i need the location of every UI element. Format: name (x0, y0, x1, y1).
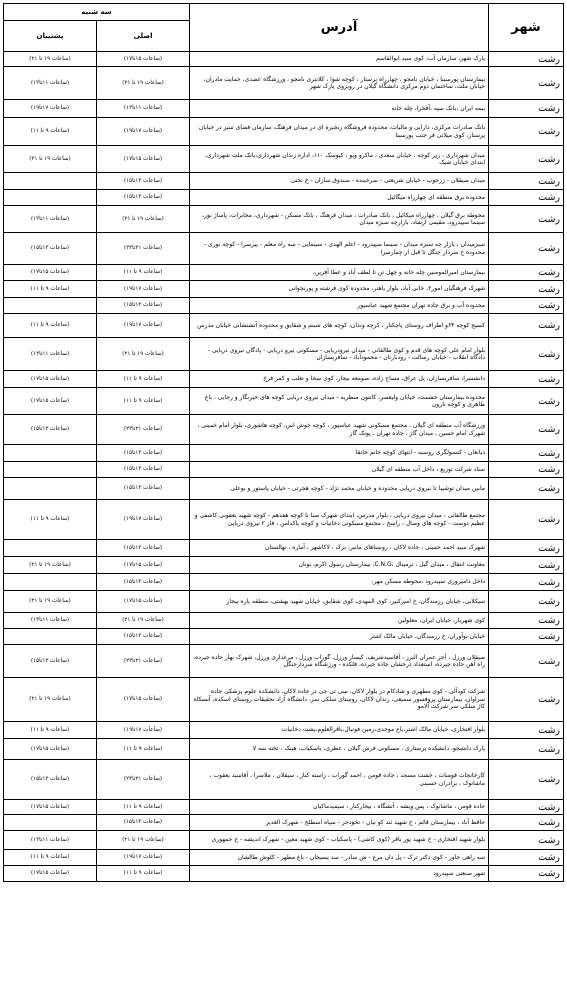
address-cell: بیمه ایران ،بانک سپه ،آفخرا، چله خانه (190, 100, 489, 118)
table-row (4, 815, 564, 831)
main-time-cell: (ساعات ۱۳تا۱۵) (97, 478, 190, 500)
table-row (4, 173, 564, 190)
city-cell: رشت (489, 233, 564, 265)
table-row (4, 613, 564, 629)
address-cell: جاده فومن ، ماشانوک ، پس ویشه ، آتشگاه ، بیجارکنار ، سیمیدماکیان (190, 800, 489, 815)
city-cell: رشت (489, 540, 564, 557)
main-time-cell: (ساعات ۱۷تا۱۹) (97, 281, 190, 298)
header-day: سه شنبه (4, 4, 190, 21)
address-cell: کارخانجات قومنات ، خشت مسجد ، جاده قومن ، احمد گوراب ، راسته کنار ، سیقلان ، ملاسرا ، آقاسید یعقوب ، ماشاتوک ، برادران حسینی (190, 760, 489, 800)
city-cell: رشت (489, 206, 564, 233)
outage-schedule-table (3, 3, 564, 882)
address-cell: حافظ آباد ، بیمارستان قائم ، خ شهید ثند کو نیان - تخودجر - سپاه اسطلخ - شهرک الغدیر (190, 815, 489, 831)
backup-time-cell: (ساعات ۱۵تا۱۷) (4, 739, 97, 760)
backup-time-cell: (ساعات ۱۳تا۱۵) (4, 645, 97, 678)
main-time-cell: (ساعات ۲۱تا۲۳) (97, 233, 190, 265)
table-row (4, 298, 564, 314)
backup-time-cell: (ساعات ۱۹ تا ۲۱) (4, 678, 97, 722)
table-row (4, 722, 564, 739)
table-row (4, 850, 564, 866)
main-time-cell: (ساعات ۹ تا ۱۱) (97, 371, 190, 388)
table-row (4, 314, 564, 338)
main-time-cell: (ساعات ۱۵تا۱۷) (97, 52, 190, 67)
city-cell: رشت (489, 118, 564, 146)
address-cell: مابین میدان توشیبا تا نیروی دریایی محدوده و خیابان محمد نژاد - کوچه هجرتی - خیابان پاستور و بوعلی (190, 478, 489, 500)
city-cell: رشت (489, 173, 564, 190)
address-cell: محدوده برق منطقه ای چهارراه میگائیل (190, 190, 489, 206)
table-row (4, 146, 564, 173)
main-time-cell: (ساعات ۹ تا ۱۱) (97, 800, 190, 815)
table-row (4, 557, 564, 574)
address-cell: پارک شهر، سازمان آب، کوی سید ابوالقاسم (190, 52, 489, 67)
city-cell: رشت (489, 629, 564, 645)
city-cell: رشت (489, 67, 564, 100)
address-cell: سیکلابی، خیابان رزمندگان، خ امیرکبیر، کوی المهدی، کوی شقایق، خیابان شهید بهشتی، منطقه پاره بیجار (190, 591, 489, 613)
main-time-cell: (ساعات ۲۱تا۲۳) (97, 645, 190, 678)
header-city: شهر (489, 4, 564, 52)
main-time-cell: (ساعات ۱۵تا۱۷) (97, 146, 190, 173)
backup-time-cell (4, 173, 97, 190)
address-cell: بلوار افتخاری، خیابان مالک اشتر،باغ موحدی،زمین فوتبال،باقرالعلوم،پشت دخانیات (190, 722, 489, 739)
table-row (4, 67, 564, 100)
main-time-cell: (ساعات ۱۵تا۱۷) (97, 591, 190, 613)
city-cell: رشت (489, 445, 564, 462)
backup-time-cell (4, 190, 97, 206)
outage-schedule-page (0, 3, 567, 1003)
address-cell: ورزشگاه آب منطقه ای گیلان ، مجتمع مسکونی شهید عباسپور ، کوچه خوش اس، کوچه هاشوری، بلوار امام خمینی ، شهرک امام حسین ، میدان گاز ، جاده تهران ، پونک گاز (190, 415, 489, 445)
main-time-cell: (ساعات ۱۳تا۱۵) (97, 815, 190, 831)
backup-time-cell: (ساعات ۱۹ تا ۲۱) (4, 591, 97, 613)
main-time-cell: (ساعات ۱۳تا۱۵) (97, 173, 190, 190)
city-cell: رشت (489, 100, 564, 118)
main-time-cell: (ساعات ۹ تا ۱۱) (97, 739, 190, 760)
city-cell: رشت (489, 281, 564, 298)
backup-time-cell: (ساعات ۱۱تا۱۳) (4, 206, 97, 233)
main-time-cell: (ساعات ۱۵تا۱۷) (97, 678, 190, 722)
address-cell: خیابان نوآوران، خ رزمندگان، خیابان مالک اشتر (190, 629, 489, 645)
main-time-cell: (ساعات ۱۱تا۱۳) (97, 100, 190, 118)
table-row (4, 415, 564, 445)
backup-time-cell (4, 815, 97, 831)
city-cell: رشت (489, 678, 564, 722)
main-time-cell: (ساعات ۹ تا ۱۱) (97, 388, 190, 415)
address-cell: شهرک سید احمد خمینی ، جاده لاکان ، روستاهای مانبر، برک ، لاکاشهر ، آماره ، نهالستان (190, 540, 489, 557)
table-row (4, 206, 564, 233)
backup-time-cell: (ساعات ۱۱تا۱۳) (4, 831, 97, 850)
table-row (4, 445, 564, 462)
main-time-cell: (ساعات ۹ تا ۱۱) (97, 866, 190, 882)
city-cell: رشت (489, 574, 564, 591)
main-time-cell: (ساعات ۱۷تا۱۹) (97, 500, 190, 540)
table-row (4, 500, 564, 540)
backup-time-cell: (ساعات ۱۹ تا ۲۱) (4, 557, 97, 574)
main-time-cell: (ساعات ۲۱تا۲۳) (97, 415, 190, 445)
city-cell: رشت (489, 371, 564, 388)
city-cell: رشت (489, 415, 564, 445)
backup-time-cell (4, 462, 97, 478)
backup-time-cell (4, 445, 97, 462)
main-time-cell: (ساعات ۱۳تا۱۵) (97, 445, 190, 462)
address-cell: سه راهی خاور - کوی دکتر ترک - پل دان مرغ - ش سادر - سد پسیخان - باغ مطهر - کلوش طالشان (190, 850, 489, 866)
city-cell: رشت (489, 265, 564, 281)
main-time-cell: (ساعات ۱۷تا۱۹) (97, 722, 190, 739)
main-time-cell: (ساعات ۱۳تا۱۵) (97, 540, 190, 557)
address-cell: صیقلان ورزل ، آجر عمران البرز ، آقاسیدشریف، کیسار ورزل، گوراب ورزل ، مرغداری ورزل، شهرک بهار جاده جیرده، راه آهن جاده جیرده، استعداد درخشان جاده جیرده، فلکده - ورزشگاه سردارجنگل (190, 645, 489, 678)
city-cell: رشت (489, 190, 564, 206)
backup-time-cell (4, 478, 97, 500)
table-row (4, 52, 564, 67)
table-row (4, 739, 564, 760)
main-time-cell: (ساعات ۱۷تا۱۹) (97, 850, 190, 866)
main-time-cell: (ساعات ۹ تا ۱۱) (97, 265, 190, 281)
address-cell: دانشسرا، سافربسازان، پل عراق، مساح زاده، صومعه بیجار، کوی سخا و تغلب و کمر فرخ (190, 371, 489, 388)
main-time-cell: (ساعات ۱۳تا۱۵) (97, 298, 190, 314)
address-cell: میدان صیقلان - زرجوب - خیابان شریعتی - سرخبنده - صندوق سازان - خ تختی (190, 173, 489, 190)
address-cell: ستاد شرکت توزیع ، داخل آب منطقه ای گیلان (190, 462, 489, 478)
backup-time-cell: (ساعات ۱۱تا۱۳) (4, 67, 97, 100)
main-time-cell: (ساعات ۱۷تا۱۹) (97, 314, 190, 338)
address-cell: شهرک فرهنگیان امور۲، خانی آباد، بلوار باهنر، محدوده کوی فرشته و پورنجوانی (190, 281, 489, 298)
backup-time-cell: (ساعات ۱۵تا۱۷) (4, 265, 97, 281)
backup-time-cell: (ساعات ۹ تا ۱۱) (4, 850, 97, 866)
header-main: اصلی (97, 21, 190, 52)
table-row (4, 371, 564, 388)
address-cell: مجتمع طالقانی ، میدان نیروی دریایی ، بلوار مدرس، ابتدای شهرک صبا تا کوچه هفدهم - کوچه شهید یعقوبی کاشفی و عظیم دوست - کوچه های وصال ، راسخ ، مجتمع مسکونی دخانیات و کوچه پاکدامن ، فاز ۲ نیروی دریایی (190, 500, 489, 540)
table-row (4, 462, 564, 478)
backup-time-cell: (ساعات ۹ تا ۱۱) (4, 500, 97, 540)
backup-time-cell: (ساعات ۱۵تا۱۷) (4, 388, 97, 415)
city-cell: رشت (489, 760, 564, 800)
table-row (4, 265, 564, 281)
table-row (4, 866, 564, 882)
address-cell: سبزمیدان ، بازار چه سبزه میدان - سینما سپیدرود - اعلم الهدی - سینمایی - سه راه معلم - پیرسرا - کوچه نوری - محدوده خ سردار جنگل تا قبل از چمارسرا (190, 233, 489, 265)
address-cell: بیمارستان پورسینا ، خیابان نامجو ، چهارراه پرستار ، کوچه شوا ، کلانتری نامجو ، ورزشگاه عضدی، حمایت مادران، خیابان ملت، ساختمان دوم مرکزی دانشگاه گیلان در روبروی پارک شهر (190, 67, 489, 100)
city-cell: رشت (489, 739, 564, 760)
backup-time-cell: (ساعات ۹ تا ۱۱) (4, 722, 97, 739)
table-row (4, 760, 564, 800)
backup-time-cell (4, 540, 97, 557)
main-time-cell: (ساعات ۱۳تا۱۵) (97, 190, 190, 206)
city-cell: رشت (489, 146, 564, 173)
city-cell: رشت (489, 557, 564, 574)
table-row (4, 118, 564, 146)
city-cell: رشت (489, 388, 564, 415)
table-row (4, 629, 564, 645)
backup-time-cell: (ساعات ۹ تا ۱۱) (4, 314, 97, 338)
backup-time-cell (4, 574, 97, 591)
city-cell: رشت (489, 314, 564, 338)
city-cell: رشت (489, 338, 564, 371)
backup-time-cell (4, 629, 97, 645)
backup-time-cell: (ساعات ۱۵تا۱۷) (4, 371, 97, 388)
table-row (4, 100, 564, 118)
backup-time-cell: (ساعات ۱۹ تا ۲۱) (4, 52, 97, 67)
table-row (4, 591, 564, 613)
header-backup: پشتیبان (4, 21, 97, 52)
city-cell: رشت (489, 500, 564, 540)
address-cell: بلوار شهید افتخاری - خ شهید پور باقر (کوی کاشی) - پاسکیاب - کوی شهید معین - شهرک اندیشه - خ جمهوری (190, 831, 489, 850)
table-row (4, 233, 564, 265)
main-time-cell: (ساعات ۱۳تا۱۵) (97, 629, 190, 645)
city-cell: رشت (489, 800, 564, 815)
backup-time-cell (4, 298, 97, 314)
address-cell: محدوده آب و برق جاده تهران مجتمع شهید عباسپور (190, 298, 489, 314)
main-time-cell: (ساعات ۱۹ تا ۲۱) (97, 338, 190, 371)
main-time-cell: (ساعات ۱۷تا۱۹) (97, 118, 190, 146)
address-cell: معاونت انتقال ، میدان گیل ، ترمینال ،C.N.G، بیمارستان رسول اکرم، بونان (190, 557, 489, 574)
address-cell: شرکت کودآلی - کوی مطهری و شادکام در بلوار لاکان، سی تی جی در جاده لاکان، دانشکده علوم پزشکی جاده سراوان، بیمارستان پروفسور سمیعی، زندان لاکان، روستای سلکی سر، دانشگاه آزاد تحقیقات روستای اسکده، آبسکاه کاژ سلکی سر شرکت آلامو (190, 678, 489, 722)
main-time-cell: (ساعات ۱۳تا۱۵) (97, 462, 190, 478)
backup-time-cell: (ساعات ۱۱تا۱۳) (4, 338, 97, 371)
city-cell: رشت (489, 462, 564, 478)
table-row (4, 800, 564, 815)
address-cell: بلوار امام علی کوچه های قدم و کوی طالقانی - میدان نیرودریایی - مسکونی نیرو دریایی - پادگان نیروی دریایی - دادگاه انقلاب - خیابان رسالت - رودبارتان - محمودآباد - سافربسازان (190, 338, 489, 371)
table-row (4, 678, 564, 722)
city-cell: رشت (489, 478, 564, 500)
city-cell: رشت (489, 52, 564, 67)
city-cell: رشت (489, 645, 564, 678)
main-time-cell: (ساعات ۱۹ تا ۲۱) (97, 67, 190, 100)
main-time-cell: (ساعات ۱۹ تا ۲۱) (97, 613, 190, 629)
city-cell: رشت (489, 591, 564, 613)
address-cell: شهر صنعتی سپیدرود (190, 866, 489, 882)
main-time-cell: (ساعات ۱۹ تا ۲۱) (97, 831, 190, 850)
table-row (4, 540, 564, 557)
backup-time-cell: (ساعات ۱۷تا۱۹) (4, 100, 97, 118)
table-row (4, 190, 564, 206)
backup-time-cell: (ساعات ۱۳تا۱۵) (4, 233, 97, 265)
address-cell: محوطه برق گیلان ، چهارراه میکائیل ، بانک صادرات ، میدان فرهنگ ، بانک مسکن - شهرداری، مخابرات، پاساژ نور، سینما سپیدرود، مقیمی ارشاد، بازارچه سبزه میدان (190, 206, 489, 233)
main-time-cell: (ساعات ۱۵تا۱۷) (97, 557, 190, 574)
address-cell: محدوده بیمارستان حشمت، خیابان ولیعصر، کانتون منظریه - میدان نیروی دریایی کوچه های خیرنگار و رجایی ، باغ طاهری و کوچه نارون (190, 388, 489, 415)
city-cell: رشت (489, 815, 564, 831)
backup-time-cell: (ساعات ۹ تا ۱۱) (4, 281, 97, 298)
main-time-cell: (ساعات ۲۱تا۲۳) (97, 760, 190, 800)
table-row (4, 831, 564, 850)
address-cell: دیانغان - کنسولگری روسیه - انتهای کوچه خانم خانقا (190, 445, 489, 462)
city-cell: رشت (489, 298, 564, 314)
backup-time-cell: (ساعات ۱۳تا۱۵) (4, 415, 97, 445)
table-row (4, 574, 564, 591)
table-row (4, 478, 564, 500)
city-cell: رشت (489, 613, 564, 629)
city-cell: رشت (489, 866, 564, 882)
address-cell: بیمارستان امیرالمومنین چله خانه و چهل تن تا لطف آباد و عطا آفرین، (190, 265, 489, 281)
address-cell: میدان شهرداری ، زیر کوچه ، خیابان سعدی ، ماکرو ویو ، کیوسک ۱۱۰، اداره زندان شهرداری،بانک ملت شهرداری، ابتدای خیابان شیک (190, 146, 489, 173)
address-cell: داخل دامپروری سپیدرود ،محوطه مسکن مهر، (190, 574, 489, 591)
table-row (4, 338, 564, 371)
address-cell: پارک دانشجو، دانشکده پرستاری ، مسکونی فرش گیلان ، عطری، باسکیاب، هینک ، تخته سه لا (190, 739, 489, 760)
city-cell: رشت (489, 722, 564, 739)
city-cell: رشت (489, 850, 564, 866)
address-cell: بانک صادرات مرکزی، دارایی و مالیات، محدوده فروشگاه زنجیره ای در میدان فرهنگ، سازمان فضای سبز در خیابان پرستار، کوی میلانی فر جنب پورسینا (190, 118, 489, 146)
backup-time-cell: (ساعات ۱۵تا۱۷) (4, 800, 97, 815)
city-cell: رشت (489, 831, 564, 850)
table-row (4, 645, 564, 678)
backup-time-cell: (ساعات ۹ تا ۱۱) (4, 118, 97, 146)
address-cell: کسیج کوچه ۶۴و اطراف روستای پاچکنار ، کرچه ونذان، کوچه های شبنم و شقایق و محدوده آتشنشانی خیابان مدرس (190, 314, 489, 338)
main-time-cell: (ساعات ۱۹ تا ۲۱) (97, 206, 190, 233)
header-address: آدرس (190, 4, 489, 52)
table-row (4, 388, 564, 415)
backup-time-cell: (ساعات ۱۳تا۱۵) (4, 760, 97, 800)
table-row (4, 281, 564, 298)
backup-time-cell: (ساعات ۱۵تا۱۷) (4, 866, 97, 882)
address-cell: کوی شهریار، خیابان ایران، معلولین (190, 613, 489, 629)
main-time-cell: (ساعات ۱۳تا۱۵) (97, 574, 190, 591)
backup-time-cell: (ساعات ۱۹ تا ۲۱) (4, 146, 97, 173)
backup-time-cell: (ساعات ۱۱تا۱۳) (4, 613, 97, 629)
